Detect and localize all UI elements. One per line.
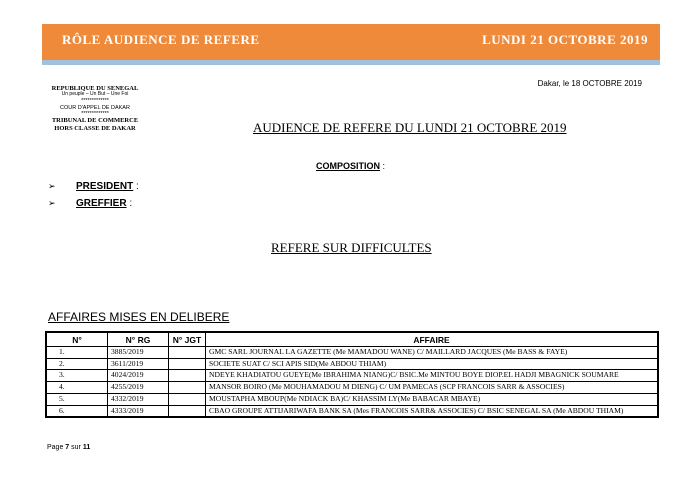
row-affaire: MANSOR BOIRO (Me MOUHAMADOU M DIENG) C/ UM PAMECAS (SCP FRANCOIS SARR & ASSOCIES) xyxy=(206,382,659,394)
page-title: AUDIENCE DE REFERE DU LUNDI 21 OCTOBRE 2019 xyxy=(253,120,567,135)
row-rg: 4024/2019 xyxy=(108,370,169,382)
row-jgt xyxy=(169,382,206,394)
table-row xyxy=(46,358,658,370)
row-number: 6. xyxy=(46,405,108,417)
role-greffier xyxy=(48,198,132,209)
column-header-rg: N° RG xyxy=(108,332,169,347)
footer-prefix: Page xyxy=(47,444,66,451)
row-jgt xyxy=(169,405,206,417)
section-title: AFFAIRES MISES EN DELIBERE xyxy=(48,310,230,324)
column-header-jgt: N° JGT xyxy=(169,332,206,347)
row-number: 1. xyxy=(46,347,108,359)
arrow-bullet-icon: ➢ xyxy=(48,198,56,208)
banner-date: LUNDI 21 OCTOBRE 2019 xyxy=(482,32,648,47)
page-footer xyxy=(47,444,90,451)
column-header-affaire: AFFAIRE xyxy=(206,332,659,347)
composition-label: COMPOSITION xyxy=(316,161,381,171)
footer-total: 11 xyxy=(82,444,91,451)
row-rg: 4332/2019 xyxy=(108,393,169,405)
republic-motto: Un peuple – Un But – Une Foi xyxy=(61,91,129,98)
table-row xyxy=(46,370,658,382)
table-header-row xyxy=(46,332,658,347)
role-suffix: : xyxy=(126,198,133,209)
republic-name: REPUBLIQUE DU SENEGAL xyxy=(51,85,139,92)
role-suffix: : xyxy=(133,181,139,192)
table-row xyxy=(46,405,658,417)
header-banner xyxy=(42,24,660,65)
row-jgt xyxy=(169,393,206,405)
row-rg: 3885/2019 xyxy=(108,347,169,359)
republic-block xyxy=(40,85,150,132)
dateline: Dakar, le 18 OCTOBRE 2019 xyxy=(537,79,642,88)
banner-title: RÔLE AUDIENCE DE REFERE xyxy=(62,32,260,47)
section-subtitle: REFERE SUR DIFFICULTES xyxy=(271,240,432,255)
role-label: GREFFIER xyxy=(76,198,127,209)
row-affaire: MOUSTAPHA MBOUP(Me NDIACK BA)C/ KHASSIM LY(Me BABACAR MBAYE) xyxy=(206,393,659,405)
arrow-bullet-icon: ➢ xyxy=(48,181,56,191)
row-rg: 4333/2019 xyxy=(108,405,169,417)
footer-page: 7 xyxy=(65,444,70,451)
row-number: 3. xyxy=(46,370,108,382)
row-jgt xyxy=(169,370,206,382)
cases-table xyxy=(45,331,659,418)
footer-middle: sur xyxy=(69,444,83,451)
separator-stars: ************* xyxy=(81,110,109,117)
tribunal-class: HORS CLASSE DE DAKAR xyxy=(54,124,136,132)
table-row xyxy=(46,347,658,359)
row-affaire: CBAO GROUPE ATTIJARIWAFA BANK SA (Mes FRANCOIS SARR& ASSOCIES) C/ BSIC SENEGAL SA (Me ABDOU THIAM) xyxy=(206,405,659,417)
column-header-number: N° xyxy=(46,332,108,347)
row-jgt xyxy=(169,358,206,370)
row-affaire: SOCIETE SUAT C/ SCI APIS SID(Me ABDOU THIAM) xyxy=(206,358,659,370)
court-name: COUR D'APPEL DE DAKAR xyxy=(60,104,130,111)
table-row xyxy=(46,382,658,394)
row-rg: 4255/2019 xyxy=(108,382,169,394)
row-affaire: NDEYE KHADIATOU GUEYE(Me IBRAHIMA NIANG)C/ BSIC.Me MINTOU BOYE DIOP.EL HADJI MBAGNICK SOUMARE xyxy=(206,370,659,382)
composition-suffix: : xyxy=(380,161,386,171)
role-president xyxy=(48,181,139,192)
row-number: 4. xyxy=(46,382,108,394)
row-rg: 3611/2019 xyxy=(108,358,169,370)
row-number: 2. xyxy=(46,358,108,370)
role-label: PRESIDENT xyxy=(76,181,134,192)
tribunal-name: TRIBUNAL DE COMMERCE xyxy=(51,117,139,125)
separator-stars: ************* xyxy=(81,98,109,105)
table-row xyxy=(46,393,658,405)
row-affaire: GMC SARL JOURNAL LA GAZETTE (Me MAMADOU WANE) C/ MAILLARD JACQUES (Me BASS & FAYE) xyxy=(206,347,659,359)
row-number: 5. xyxy=(46,393,108,405)
row-jgt xyxy=(169,347,206,359)
composition-line xyxy=(316,161,385,171)
